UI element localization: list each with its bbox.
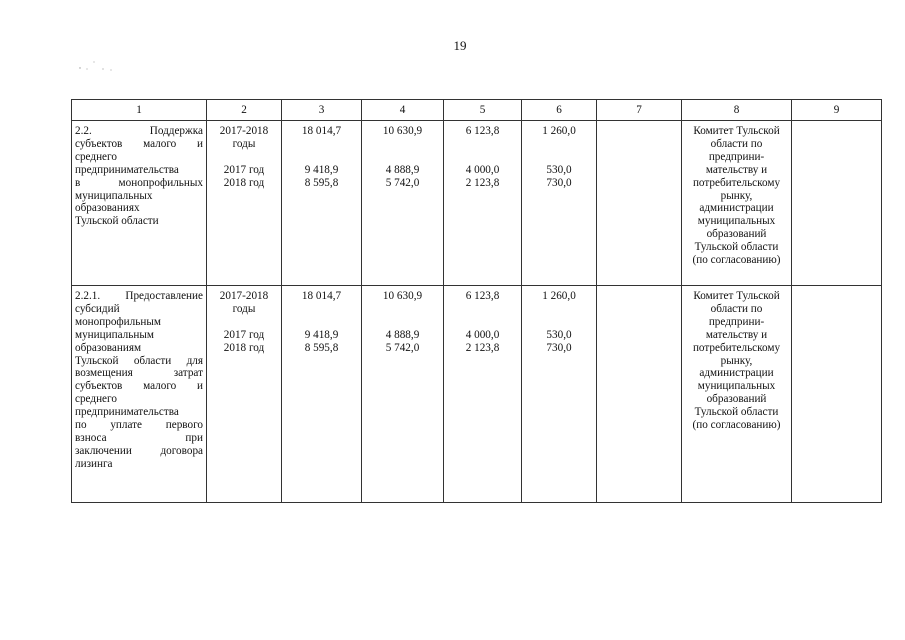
description-line: образованиях [75, 202, 140, 215]
executor-line: области по [710, 302, 763, 315]
period-cell [207, 286, 282, 503]
amount-year: 9 418,9 [304, 163, 339, 176]
amount-cell [444, 286, 522, 503]
amount-year: 5 742,0 [385, 176, 420, 189]
executor-line: образований [706, 393, 767, 406]
amount-year: 9 418,9 [304, 328, 339, 341]
executor-line: Тульской области [694, 241, 779, 254]
executor-line: образований [706, 228, 767, 241]
description-line: среднего [75, 393, 117, 406]
empty-cell [792, 121, 882, 286]
description-line: 2.2. Поддержка [75, 125, 203, 137]
column-header: 7 [597, 100, 682, 121]
empty-cell [792, 286, 882, 503]
description-line: 2.2.1. Предоставление [75, 290, 203, 302]
table-header-row [72, 100, 882, 121]
description-line: предпринимательства [75, 406, 179, 419]
year-label: 2017 год [223, 328, 265, 341]
column-header: 3 [282, 100, 362, 121]
description-line: образованиям [75, 341, 142, 354]
year-label: 2017 год [223, 163, 265, 176]
period-unit: годы [232, 302, 256, 315]
amount-year: 4 888,9 [385, 163, 420, 176]
amount-year: 2 123,8 [465, 341, 500, 354]
executor-line: рынку, [720, 354, 753, 367]
year-label: 2018 год [223, 176, 265, 189]
description-line: Тульской области для [75, 354, 203, 367]
amount-total: 18 014,7 [301, 290, 342, 302]
amount-year: 8 595,8 [304, 176, 339, 189]
executor-line: муниципальных [697, 215, 776, 228]
description-line: возмещения затрат [75, 367, 203, 380]
period-range: 2017-2018 [219, 125, 269, 137]
amount-year: 2 123,8 [465, 176, 500, 189]
amount-cell [522, 121, 597, 286]
table-row [72, 286, 882, 503]
executor-line: администрации [699, 367, 774, 380]
executor-line: потребительскому [692, 176, 781, 189]
amount-cell [362, 121, 444, 286]
amount-cell [282, 121, 362, 286]
description-line: Тульской области [75, 215, 159, 228]
column-header: 9 [792, 100, 882, 121]
amount-total: 6 123,8 [465, 290, 500, 302]
column-header: 8 [682, 100, 792, 121]
executor-line: мательству и [705, 163, 768, 176]
measure-description-cell [72, 286, 207, 503]
executor-line: (по согласованию) [692, 419, 781, 432]
description-line: субъектов малого и [75, 380, 203, 393]
amount-total: 1 260,0 [542, 290, 576, 302]
amount-year: 730,0 [546, 341, 572, 354]
amount-total: 10 630,9 [382, 125, 423, 137]
column-header: 5 [444, 100, 522, 121]
executor-line: рынку, [720, 189, 753, 202]
description-line: заключении договора [75, 444, 203, 457]
description-line: в монопрофильных [75, 176, 203, 189]
column-header: 1 [72, 100, 207, 121]
executor-line: муниципальных [697, 380, 776, 393]
amount-year: 8 595,8 [304, 341, 339, 354]
amount-total: 1 260,0 [542, 125, 576, 137]
page-number: 19 [453, 38, 467, 53]
amount-cell [282, 286, 362, 503]
measure-description-cell [72, 121, 207, 286]
year-label: 2018 год [223, 341, 265, 354]
amount-year: 530,0 [546, 163, 572, 176]
scan-artifact [78, 60, 118, 72]
executor-line: предприни- [708, 315, 765, 328]
executor-line: потребительскому [692, 341, 781, 354]
amount-year: 730,0 [546, 176, 572, 189]
amount-year: 530,0 [546, 328, 572, 341]
column-header: 2 [207, 100, 282, 121]
description-line: по уплате первого [75, 419, 203, 432]
amount-cell [444, 121, 522, 286]
executor-cell [682, 286, 792, 503]
amount-year: 4 888,9 [385, 328, 420, 341]
amount-total: 10 630,9 [382, 290, 423, 302]
column-header: 4 [362, 100, 444, 121]
executor-cell [682, 121, 792, 286]
description-line: среднего [75, 150, 117, 163]
description-line: муниципальных [75, 189, 153, 202]
program-table [71, 99, 882, 503]
description-line: монопрофильным [75, 315, 161, 328]
executor-line: администрации [699, 202, 774, 215]
amount-total: 18 014,7 [301, 125, 342, 137]
executor-line: мательству и [705, 328, 768, 341]
executor-line: Тульской области [694, 406, 779, 419]
description-line: лизинга [75, 457, 113, 470]
amount-year: 5 742,0 [385, 341, 420, 354]
column-header: 6 [522, 100, 597, 121]
description-line: субъектов малого и [75, 137, 203, 150]
executor-line: Комитет Тульской [693, 125, 780, 137]
executor-line: предприни- [708, 150, 765, 163]
executor-line: Комитет Тульской [693, 290, 780, 302]
amount-cell [362, 286, 444, 503]
amount-year: 4 000,0 [465, 163, 500, 176]
description-line: муниципальным [75, 328, 154, 341]
executor-line: области по [710, 137, 763, 150]
executor-line: (по согласованию) [692, 254, 781, 267]
description-line: взноса при [75, 431, 203, 444]
description-line: предпринимательства [75, 163, 179, 176]
amount-year: 4 000,0 [465, 328, 500, 341]
period-cell [207, 121, 282, 286]
table-row [72, 121, 882, 286]
period-unit: годы [232, 137, 256, 150]
period-range: 2017-2018 [219, 290, 269, 302]
amount-total: 6 123,8 [465, 125, 500, 137]
amount-cell [522, 286, 597, 503]
description-line: субсидий [75, 302, 120, 315]
empty-cell [597, 121, 682, 286]
empty-cell [597, 286, 682, 503]
